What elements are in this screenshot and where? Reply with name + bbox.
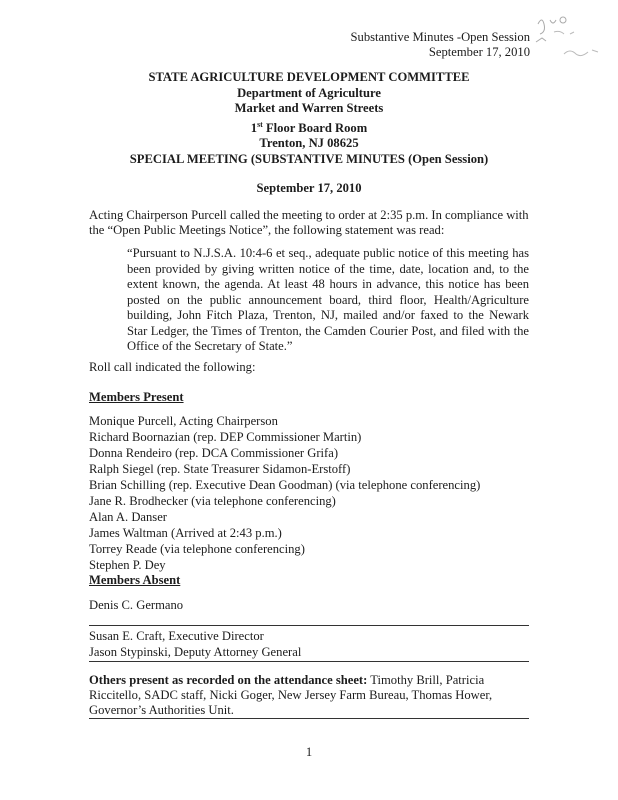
room-line (0, 117, 618, 137)
running-header (351, 30, 530, 60)
list-item: Jane R. Brodhecker (via telephone conferencing) (89, 494, 336, 508)
committee-block (0, 70, 618, 152)
list-item: James Waltman (Arrived at 2:43 p.m.) (89, 526, 282, 540)
meeting-date: September 17, 2010 (256, 181, 362, 195)
list-item: Ralph Siegel (rep. State Treasurer Sidamon-Erstoff) (89, 462, 351, 476)
list-item: Stephen P. Dey (89, 558, 166, 572)
list-item: Brian Schilling (rep. Executive Dean Goodman) (via telephone conferencing) (89, 478, 481, 492)
list-item: Monique Purcell, Acting Chairperson (89, 414, 278, 428)
public-notice-quote: “Pursuant to N.J.S.A. 10:4-6 et seq., adequate public notice of this meeting has been provided by giving written notice of the time, date, location and, to the extent known, the agenda. At least 48 hours in advance, this notice has been posted on the public announcement board, third floor, Health/Agriculture building, John Fitch Plaza, Trenton, NJ, mailed and/or faxed to the Newark Star Ledger, the Times of Trenton, the Camden Courier Post, and filed with the Office of the Secretary of State.” (127, 246, 529, 353)
header-title: Substantive Minutes -Open Session (350, 30, 530, 44)
others-present-text: Timothy Brill, Patricia Riccitello, SADC staff, Nicki Goger, New Jersey Farm Bureau, Thomas Hower, Governor’s Authorities Unit. (89, 673, 493, 717)
staff-list (89, 628, 301, 660)
floor-room: Floor Board Room (262, 120, 368, 135)
header-date: September 17, 2010 (428, 45, 530, 59)
divider-line (89, 718, 529, 719)
floor-number: 1 (250, 120, 258, 135)
meeting-title: SPECIAL MEETING (SUBSTANTIVE MINUTES (Open Session) (129, 152, 489, 166)
list-item: Richard Boornazian (rep. DEP Commissioner Martin) (89, 430, 362, 444)
list-item: Torrey Reade (via telephone conferencing) (89, 542, 305, 556)
others-present-label: Others present as recorded on the attendance sheet: (89, 673, 368, 687)
floor-suffix: st (257, 119, 263, 129)
members-present-heading: Members Present (89, 390, 184, 404)
list-item: Susan E. Craft, Executive Director (89, 629, 264, 643)
list-item: Jason Stypinski, Deputy Attorney General (89, 645, 302, 659)
page-number: 1 (305, 745, 313, 759)
others-present-paragraph (89, 673, 529, 718)
list-item: Denis C. Germano (89, 598, 184, 612)
members-absent-heading: Members Absent (89, 573, 181, 587)
street-address: Market and Warren Streets (234, 101, 384, 115)
members-absent-list (89, 597, 183, 613)
intro-paragraph: Acting Chairperson Purcell called the meeting to order at 2:35 p.m. In compliance with the “Open Public Meetings Notice”, the following statement was read: (89, 208, 529, 237)
city-line: Trenton, NJ 08625 (259, 136, 359, 151)
department-name: Department of Agriculture (237, 85, 381, 100)
roll-call-text: Roll call indicated the following: (89, 360, 256, 374)
divider-line (89, 625, 529, 626)
committee-name: STATE AGRICULTURE DEVELOPMENT COMMITTEE (148, 70, 470, 84)
divider-line (89, 661, 529, 662)
list-item: Donna Rendeiro (rep. DCA Commissioner Grifa) (89, 446, 339, 460)
handwritten-mark-icon (530, 10, 610, 60)
list-item: Alan A. Danser (89, 510, 167, 524)
members-present-list (89, 413, 480, 573)
